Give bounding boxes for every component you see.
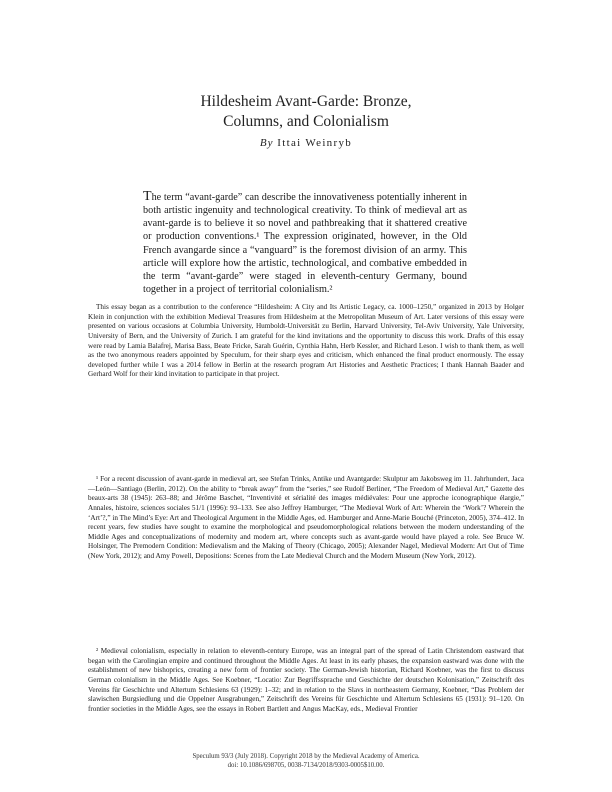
byline bbox=[120, 137, 492, 149]
abstract-text: he term “avant-garde” can describe the innovativeness potentially inherent in both artistic ingenuity and technological creativity. To think of medieval art as avant-garde is to believe it so novel and pathbreaking that it shattered creative or production conventions.¹ The expression originated, however, in the Old French avangarde since a “vanguard” is the foremost division of an army. This article will explore how the artistic, technological, and combative embedded in the term “avant-garde” were staged in eleventh-century Germany, bound together in a project of territorial colonialism.² bbox=[143, 192, 467, 295]
title-line-2: Columns, and Colonialism bbox=[223, 113, 389, 130]
title-line-1: Hildesheim Avant-Garde: Bronze, bbox=[200, 93, 412, 110]
footnote-2 bbox=[88, 647, 524, 714]
author-name: Ittai Weinryb bbox=[277, 137, 353, 149]
acknowledgment-text: This essay began as a contribution to the conference “Hildesheim: A City and Its Artistic Legacy, ca. 1000–1250,” organized in 2013 by Holger Klein in conjunction with the exhibition Medieval Treasures from Hildesheim at the Metropolitan Museum of Art. Later versions of this essay were presented on various occasions at Columbia University, Humboldt-Universität zu Berlin, Harvard University, Tel-Aviv University, Yale University, University of Bern, and the University of Zurich. I am grateful for the kind invitations and the opportunity to discuss this work. Drafts of this essay were read by Lamia Balafrej, Marisa Bass, Beate Fricke, Sarah Guérin, Cynthia Hahn, Herb Kessler, and Richard Leson. I wish to thank them, as well as the two anonymous readers appointed by Speculum, for their sharp eyes and criticism, which enhanced the final product enormously. The essay developed further while I was a 2014 fellow in Berlin at the research program Art Histories and Aesthetic Practices; I thank Hannah Baader and Gerhard Wolf for their kind invitation to participate in that project. bbox=[88, 303, 524, 379]
byline-by: By bbox=[259, 137, 274, 149]
footnote-1 bbox=[88, 475, 524, 561]
footer-journal-line: Speculum 93/3 (July 2018). Copyright 2018 by the Medieval Academy of America. bbox=[192, 753, 420, 760]
footnote-2-text: ² Medieval colonialism, especially in relation to eleventh-century Europe, was an integral part of the spread of Latin Christendom eastward that began with the Carolingian empire and continued throughout the Middle Ages. At least in its early phases, the expansion eastward was done with the establishment of new bishoprics, creating a new form of frontier society. The German-Jewish historian, Richard Koebner, was the first to discuss German colonialism in the Middle Ages. See Koebner, “Locatio: Zur Begriffssprache und Geschichte der deutschen Kolonisation,” Zeitschrift des Vereins für Geschichte und Altertum Schlesiens 63 (1929): 1–32; and in relation to the Slavs in northeastern Germany, Koebner, “Das Problem der slawischen Burgsiedlung und die Oppelner Ausgrabungen,” Zeitschrift des Vereins für Geschichte und Altertum Schlesiens 65 (1931): 91–120. On frontier societies in the Middle Ages, see the essays in Robert Bartlett and Angus MacKay, eds., Medieval Frontier bbox=[88, 647, 524, 713]
abstract-initial: T bbox=[143, 189, 152, 205]
citation-footer bbox=[120, 752, 492, 770]
article-title bbox=[120, 92, 492, 132]
acknowledgment-note bbox=[88, 303, 524, 380]
article-abstract bbox=[143, 190, 467, 296]
footer-doi-line: doi: 10.1086/698705, 0038-7134/2018/9303-0005$10.00. bbox=[227, 762, 385, 769]
footnote-1-text: ¹ For a recent discussion of avant-garde in medieval art, see Stefan Trinks, Antike und Avantgarde: Skulptur am Jakobsweg im 11. Jahrhundert, Jaca—León—Santiago (Berlin, 2012). On the ability to “break away” from the “series,” see Rudolf Berliner, “The Freedom of Medieval Art,” Gazette des beaux-arts 38 (1945): 263–88; and Jérôme Baschet, “Inventivité et sérialité des images médiévales: Pour une approche iconographique élargie,” Annales, histoire, sciences sociales 51/1 (1996): 93–133. See also Jeffrey Hamburger, “The Medieval Work of Art: Wherein the ‘Work’? Wherein the ‘Art’?,” in The Mind’s Eye: Art and Theological Argument in the Middle Ages, ed. Hamburger and Anne-Marie Bouché (Princeton, 2005), 374–412. In recent years, few studies have sought to examine the morphological and pseudomorphological relations between the modern understanding of the Middle Ages and conceptualizations of modernity and modern art, where concepts such as avant-garde would have played a role. See Bruce W. Holsinger, The Premodern Condition: Medievalism and the Making of Theory (Chicago, 2005); Alexander Nagel, Medieval Modern: Art Out of Time (New York, 2012); and Amy Powell, Depositions: Scenes from the Late Medieval Church and the Modern Museum (New York, 2012). bbox=[88, 475, 524, 560]
